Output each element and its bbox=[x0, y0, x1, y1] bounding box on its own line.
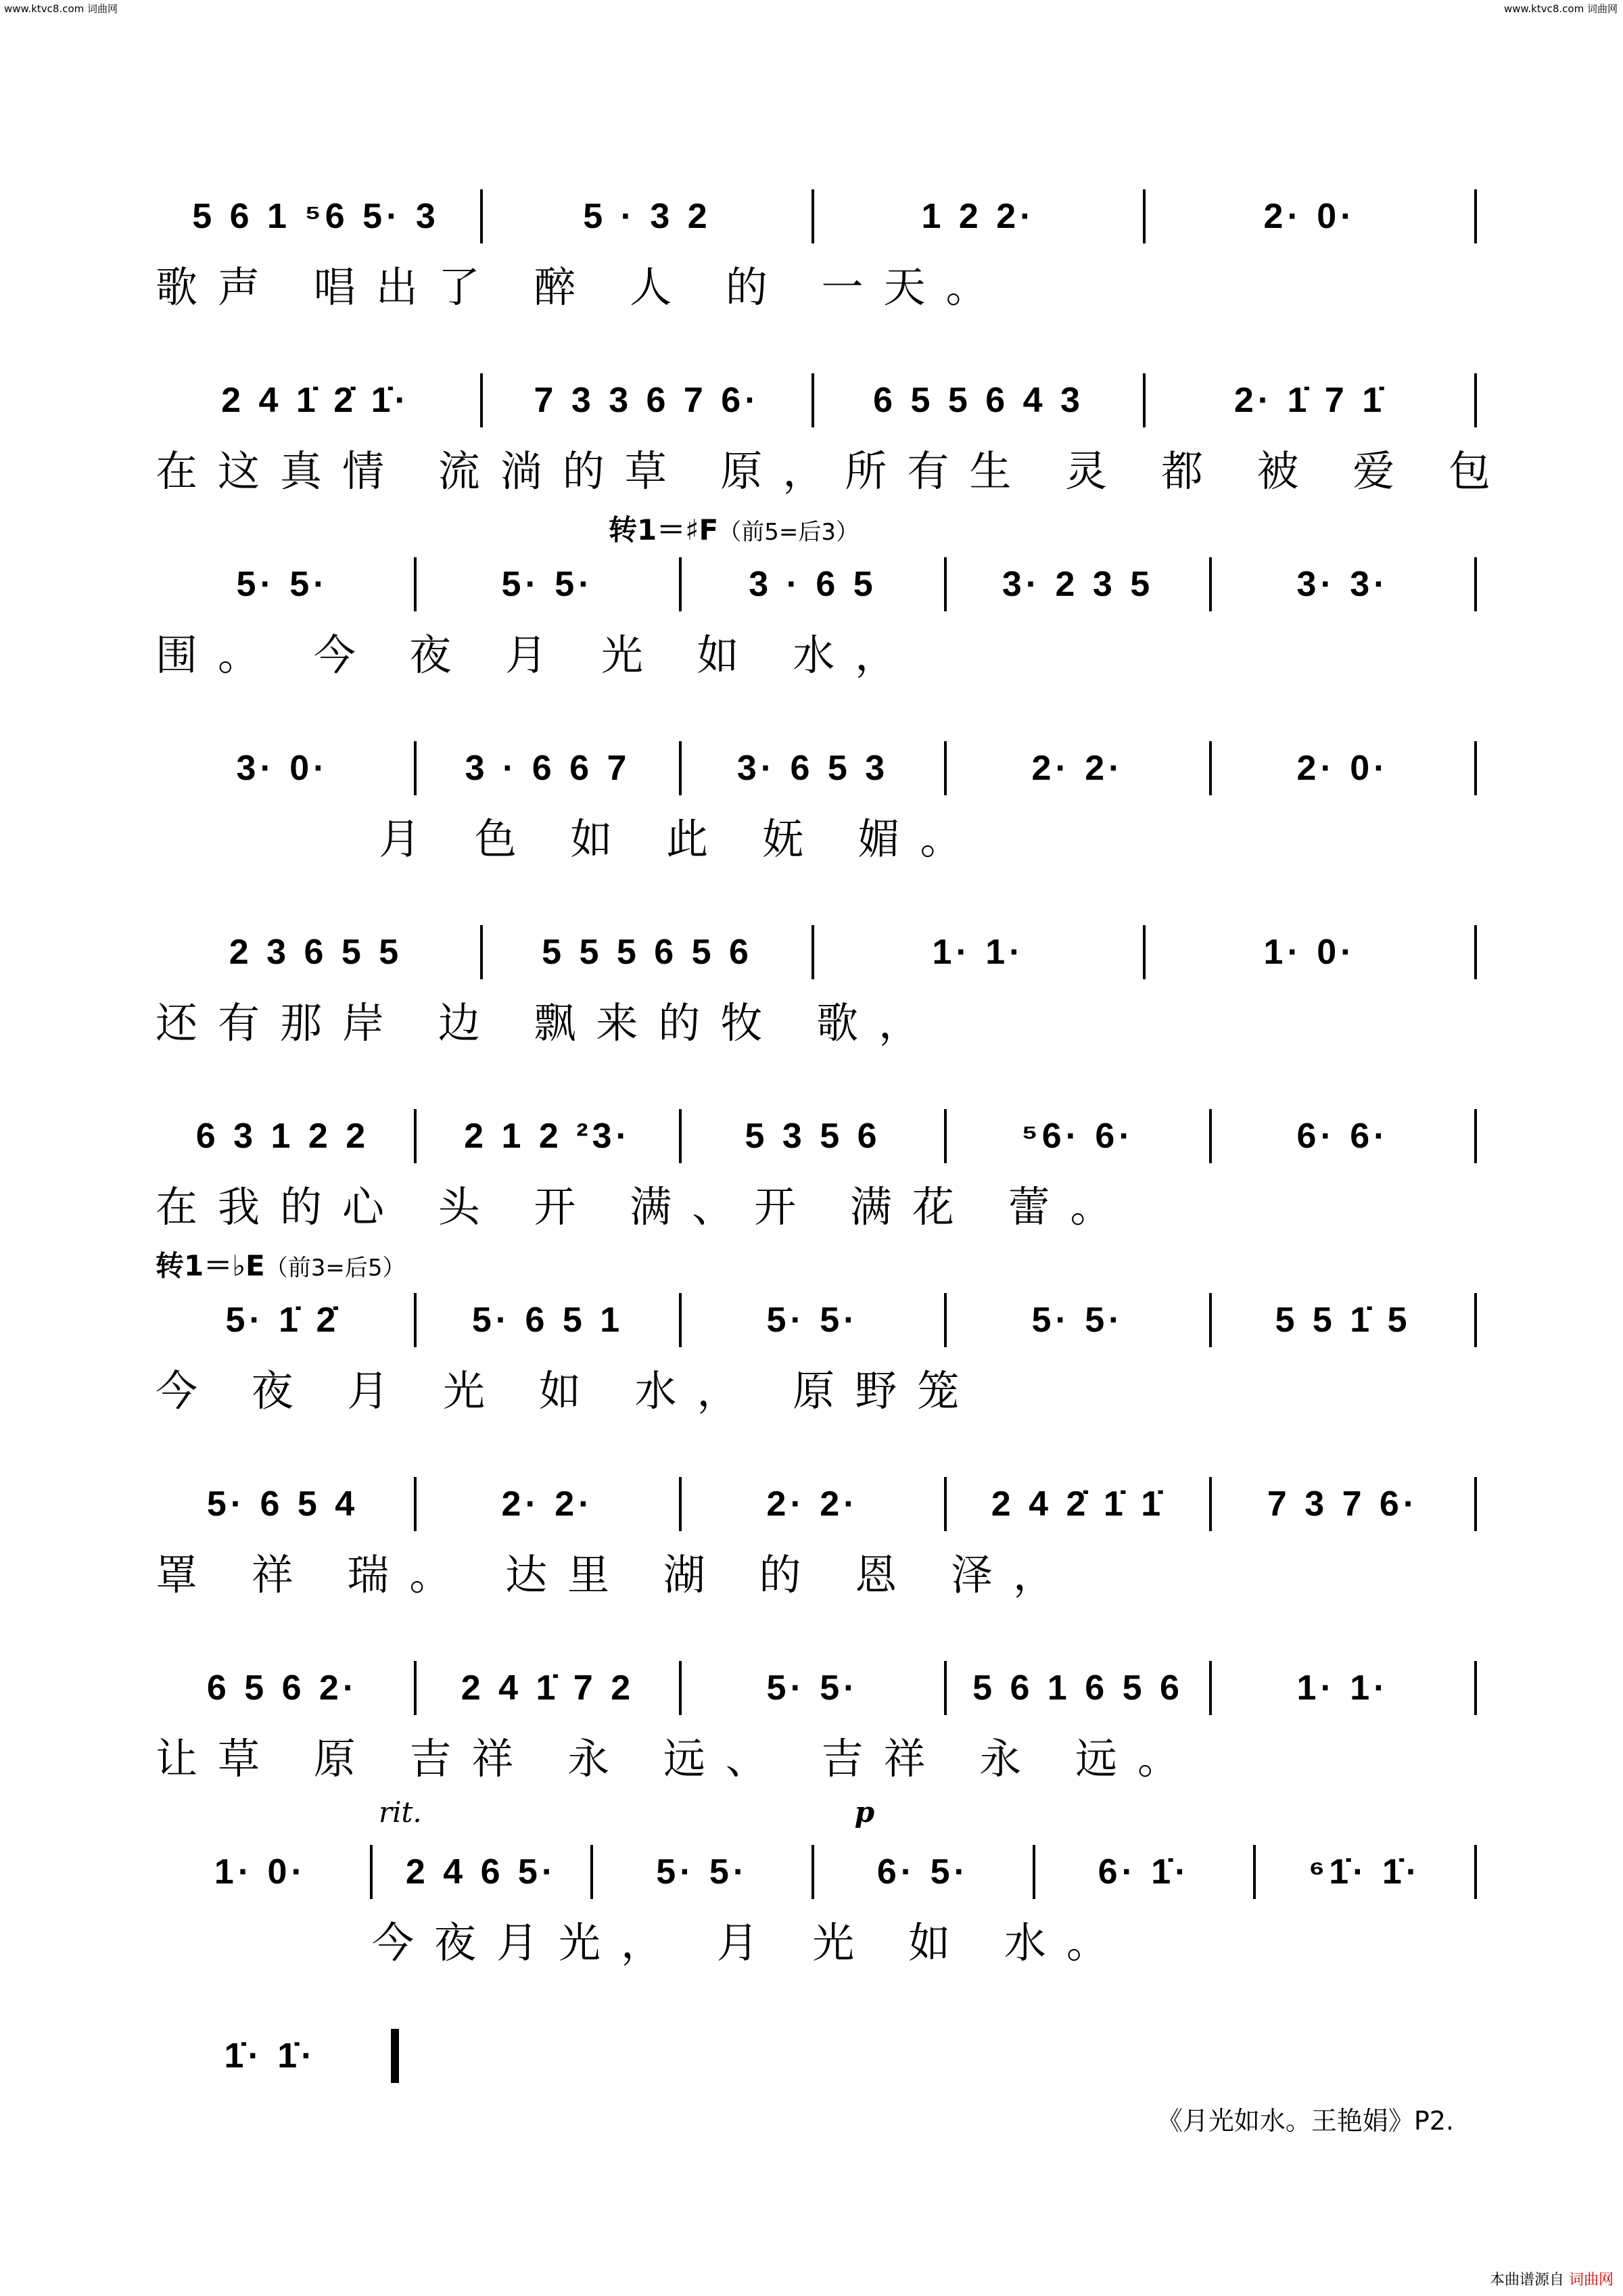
measure: 1· 1· bbox=[1296, 1668, 1390, 1708]
source-brand: 词曲网 bbox=[1568, 2272, 1614, 2289]
barline bbox=[679, 1109, 682, 1163]
key-change-label: 转1＝♯F bbox=[609, 513, 719, 546]
barline bbox=[1474, 1477, 1477, 1531]
lyric-line: 还有那岸 边 飘来的牧 歌， bbox=[156, 998, 941, 1048]
measure: 5 · 3 2 bbox=[583, 197, 711, 236]
barline bbox=[1474, 373, 1477, 427]
barline bbox=[1209, 1293, 1212, 1347]
source-credit-text: 本曲谱源自 bbox=[1489, 2272, 1564, 2289]
measure: 2· 2· bbox=[1031, 749, 1125, 788]
barline bbox=[590, 1845, 593, 1899]
score-line bbox=[156, 1617, 1481, 1801]
measure: 2 4 1̇ 7 2 bbox=[461, 1668, 635, 1708]
measure: 6· 6· bbox=[1296, 1117, 1390, 1156]
notes-row bbox=[156, 922, 1481, 983]
measure: 2 1 2 ²3· bbox=[464, 1117, 632, 1156]
score-line bbox=[156, 513, 1481, 697]
barline bbox=[944, 1109, 947, 1163]
key-change-note: （前3=后5） bbox=[264, 1255, 406, 1282]
score-line bbox=[156, 1249, 1481, 1433]
expression-marks bbox=[156, 1796, 874, 1835]
measure: 3· 0· bbox=[236, 749, 329, 788]
measure: 2 4 6 5· bbox=[405, 1852, 558, 1892]
piano-dynamic-mark: p bbox=[854, 1796, 875, 1829]
score-line bbox=[156, 1065, 1481, 1249]
measure: 3 · 6 6 7 bbox=[465, 749, 631, 788]
notes-row bbox=[156, 738, 1481, 799]
measure: 5· 1̇ 2̇ bbox=[225, 1301, 340, 1340]
barline bbox=[1474, 925, 1477, 979]
key-change bbox=[156, 508, 859, 547]
measure: 2 4 2̇ 1̇ 1̇ bbox=[991, 1484, 1165, 1524]
page-footer: 《月光如水。王艳娟》P2. bbox=[1156, 2106, 1454, 2136]
measure: 2· 0· bbox=[1296, 749, 1390, 788]
key-change bbox=[156, 1244, 406, 1283]
measure: 7 3 7 6· bbox=[1267, 1484, 1419, 1524]
site-header-left: www.ktvc8.com 词曲网 bbox=[4, 3, 118, 15]
score-line bbox=[156, 1796, 1481, 1985]
measure: 1̇· 1̇· bbox=[224, 2036, 317, 2076]
barline bbox=[1209, 1661, 1212, 1715]
measure: 5· 5· bbox=[501, 565, 594, 604]
barline bbox=[679, 741, 682, 795]
measure: 1 2 2· bbox=[921, 197, 1036, 236]
ritardando-mark: rit. bbox=[379, 1796, 422, 1829]
notes-row bbox=[156, 1106, 1481, 1167]
notes-row bbox=[156, 1474, 1481, 1534]
lyric-line: 歌声 唱出了 醉 人 的 一天。 bbox=[156, 262, 1008, 312]
barline bbox=[480, 189, 483, 243]
notes-row bbox=[156, 1658, 1481, 1718]
barline bbox=[1209, 1109, 1212, 1163]
barline bbox=[1474, 1293, 1477, 1347]
barline bbox=[414, 1477, 417, 1531]
lyric-line: 月 色 如 此 妩 媚。 bbox=[379, 814, 983, 864]
barline bbox=[679, 557, 682, 611]
notes-row bbox=[156, 2025, 399, 2086]
source-credit bbox=[1490, 2268, 1614, 2289]
lyric-line: 让草 原 吉祥 永 远、 吉祥 永 远。 bbox=[156, 1734, 1200, 1783]
measure: 3 · 6 5 bbox=[749, 565, 877, 604]
barline bbox=[1474, 1845, 1477, 1899]
measure: 5· 5· bbox=[1031, 1301, 1125, 1340]
measure: 6 3 1 2 2 bbox=[195, 1117, 370, 1156]
barline bbox=[1143, 373, 1146, 427]
barline bbox=[812, 1845, 814, 1899]
barline bbox=[1209, 1477, 1212, 1531]
lyric-line: 今 夜 月 光 如 水， 原野笼 bbox=[156, 1366, 980, 1415]
barline bbox=[679, 1293, 682, 1347]
key-change-label: 转1＝♭E bbox=[156, 1249, 265, 1282]
barline bbox=[679, 1661, 682, 1715]
barline bbox=[1209, 741, 1212, 795]
barline bbox=[414, 1293, 417, 1347]
barline bbox=[944, 557, 947, 611]
measure: 6 5 5 6 4 3 bbox=[873, 381, 1084, 420]
measure: 5 6 1 6 5 6 bbox=[972, 1668, 1183, 1708]
measure: 5 5 5 6 5 6 bbox=[542, 933, 753, 972]
key-change-note: （前5=后3） bbox=[718, 519, 860, 546]
measure: 3· 3· bbox=[1296, 565, 1390, 604]
notes-row bbox=[156, 186, 1481, 247]
measure: 5· 5· bbox=[236, 565, 329, 604]
barline bbox=[1143, 189, 1146, 243]
barline bbox=[1474, 189, 1477, 243]
measure: 5 5 1̇ 5 bbox=[1275, 1301, 1411, 1340]
lyric-line: 罩 祥 瑞。 达里 湖 的 恩 泽， bbox=[156, 1550, 1075, 1599]
barline bbox=[1474, 1661, 1477, 1715]
score-sheet bbox=[156, 145, 1511, 2169]
barline bbox=[1143, 925, 1146, 979]
measure: 2· 1̇ 7 1̇ bbox=[1233, 381, 1386, 420]
barline bbox=[414, 1109, 417, 1163]
measure: ⁶1̇· 1̇· bbox=[1309, 1852, 1422, 1892]
barline bbox=[414, 1661, 417, 1715]
score-line bbox=[156, 1985, 1481, 2169]
barline bbox=[1474, 741, 1477, 795]
measure: 2 3 6 5 5 bbox=[229, 933, 403, 972]
lyric-line: 围。 今 夜 月 光 如 水， bbox=[156, 630, 918, 680]
barline bbox=[812, 925, 814, 979]
measure: 3· 6 5 3 bbox=[736, 749, 889, 788]
final-barline bbox=[391, 2029, 399, 2083]
measure: 7 3 3 6 7 6· bbox=[534, 381, 761, 420]
score-line bbox=[156, 329, 1511, 513]
measure: ⁵6· 6· bbox=[1021, 1117, 1135, 1156]
measure: 5 6 1 ⁵6 5· 3 bbox=[192, 197, 440, 236]
lyric-line: 在我的心 头 开 满、开 满花 蕾。 bbox=[156, 1182, 1133, 1232]
measure: 2· 2· bbox=[766, 1484, 860, 1524]
barline bbox=[944, 1661, 947, 1715]
measure: 2· 2· bbox=[501, 1484, 594, 1524]
measure: 2 4 1̇ 2̇ 1̇· bbox=[221, 381, 410, 420]
barline bbox=[1209, 557, 1212, 611]
barline bbox=[944, 1477, 947, 1531]
notes-row bbox=[156, 370, 1481, 431]
measure: 5· 5· bbox=[656, 1852, 749, 1892]
barline bbox=[944, 741, 947, 795]
barline bbox=[370, 1845, 373, 1899]
barline bbox=[1253, 1845, 1256, 1899]
measure: 6 5 6 2· bbox=[206, 1668, 359, 1708]
barline bbox=[1474, 1109, 1477, 1163]
measure: 5 3 5 6 bbox=[745, 1117, 881, 1156]
measure: 5· 5· bbox=[766, 1668, 860, 1708]
score-line bbox=[156, 1433, 1481, 1617]
measure: 2· 0· bbox=[1263, 197, 1357, 236]
barline bbox=[679, 1477, 682, 1531]
score-line bbox=[156, 697, 1481, 881]
measure: 1· 1· bbox=[932, 933, 1025, 972]
barline bbox=[1033, 1845, 1035, 1899]
barline bbox=[414, 741, 417, 795]
measure: 5· 6 5 1 bbox=[471, 1301, 624, 1340]
site-header-right: www.ktvc8.com 词曲网 bbox=[1503, 3, 1618, 15]
measure: 3· 2 3 5 bbox=[1002, 565, 1154, 604]
barline bbox=[812, 373, 814, 427]
measure: 6· 1̇· bbox=[1098, 1852, 1191, 1892]
measure: 6· 5· bbox=[876, 1852, 970, 1892]
barline bbox=[480, 925, 483, 979]
measure: 5· 6 5 4 bbox=[206, 1484, 359, 1524]
lyric-line: 今夜月光， 月 光 如 水。 bbox=[372, 1918, 1129, 1967]
notes-row bbox=[156, 1290, 1481, 1351]
score-line bbox=[156, 881, 1481, 1065]
measure: 1· 0· bbox=[214, 1852, 307, 1892]
score-line bbox=[156, 145, 1481, 329]
barline bbox=[480, 373, 483, 427]
barline bbox=[1474, 557, 1477, 611]
barline bbox=[812, 189, 814, 243]
barline bbox=[414, 557, 417, 611]
measure: 1· 0· bbox=[1263, 933, 1357, 972]
notes-row bbox=[156, 554, 1481, 615]
barline bbox=[944, 1293, 947, 1347]
measure: 5· 5· bbox=[766, 1301, 860, 1340]
lyric-line: 在这真情 流淌的草 原，所有生 灵 都 被 爱 包 bbox=[156, 446, 1511, 496]
notes-row bbox=[156, 1842, 1481, 1902]
